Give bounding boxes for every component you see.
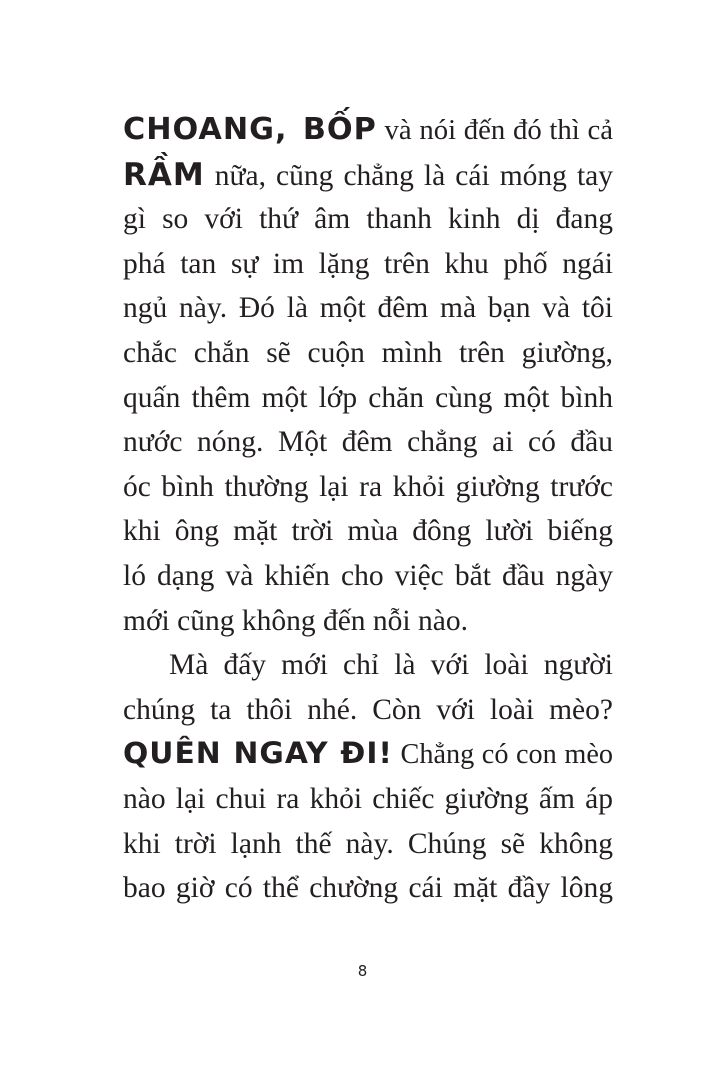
text-line: óc bình thường lại ra khỏi giường trước (123, 470, 613, 503)
line-text: Chẳng có con mèo (400, 739, 613, 771)
text-line: khi trời lạnh thế này. Chúng sẽ không (123, 827, 613, 860)
text-line: nào lại chui ra khỏi chiếc giường ấm áp (123, 782, 613, 815)
sound-effect-word: BỐP (302, 112, 377, 147)
line-text: và nói đến đó thì cả (384, 114, 613, 146)
text-line: nước nóng. Một đêm chẳng ai có đầu (123, 426, 613, 459)
text-line: phá tan sự im lặng trên khu phố ngái (123, 247, 613, 280)
text-line: ló dạng và khiến cho việc bắt đầu ngày (123, 559, 613, 592)
text-line: chắc chắn sẽ cuộn mình trên giường, (123, 336, 613, 369)
text-line: ngủ này. Đó là một đêm mà bạn và tôi (123, 292, 613, 325)
text-line: gì so với thứ âm thanh kinh dị đang (123, 203, 613, 236)
sound-effect-word: RẦM (123, 156, 205, 193)
page-number: 8 (357, 962, 368, 980)
text-line: quấn thêm một lớp chăn cùng một bình (123, 381, 613, 414)
body-text (123, 108, 613, 911)
text-line: khi ông mặt trời mùa đông lười biếng (123, 515, 613, 548)
text-line: Mà đấy mới chỉ là với loài người (169, 649, 613, 682)
text-line: mới cũng không đến nỗi nào. (123, 604, 468, 637)
line-text: nữa, cũng chẳng là cái móng tay (214, 159, 613, 192)
text-line: chúng ta thôi nhé. Còn với loài mèo? (123, 693, 613, 726)
text-line (123, 108, 613, 153)
text-line (123, 732, 613, 777)
sound-effect-word: QUÊN NGAY ĐI! (123, 736, 393, 772)
sound-effect-word: CHOANG, (123, 112, 288, 147)
text-line: bao giờ có thể chường cái mặt đầy lông (123, 872, 613, 905)
text-line (123, 153, 613, 198)
